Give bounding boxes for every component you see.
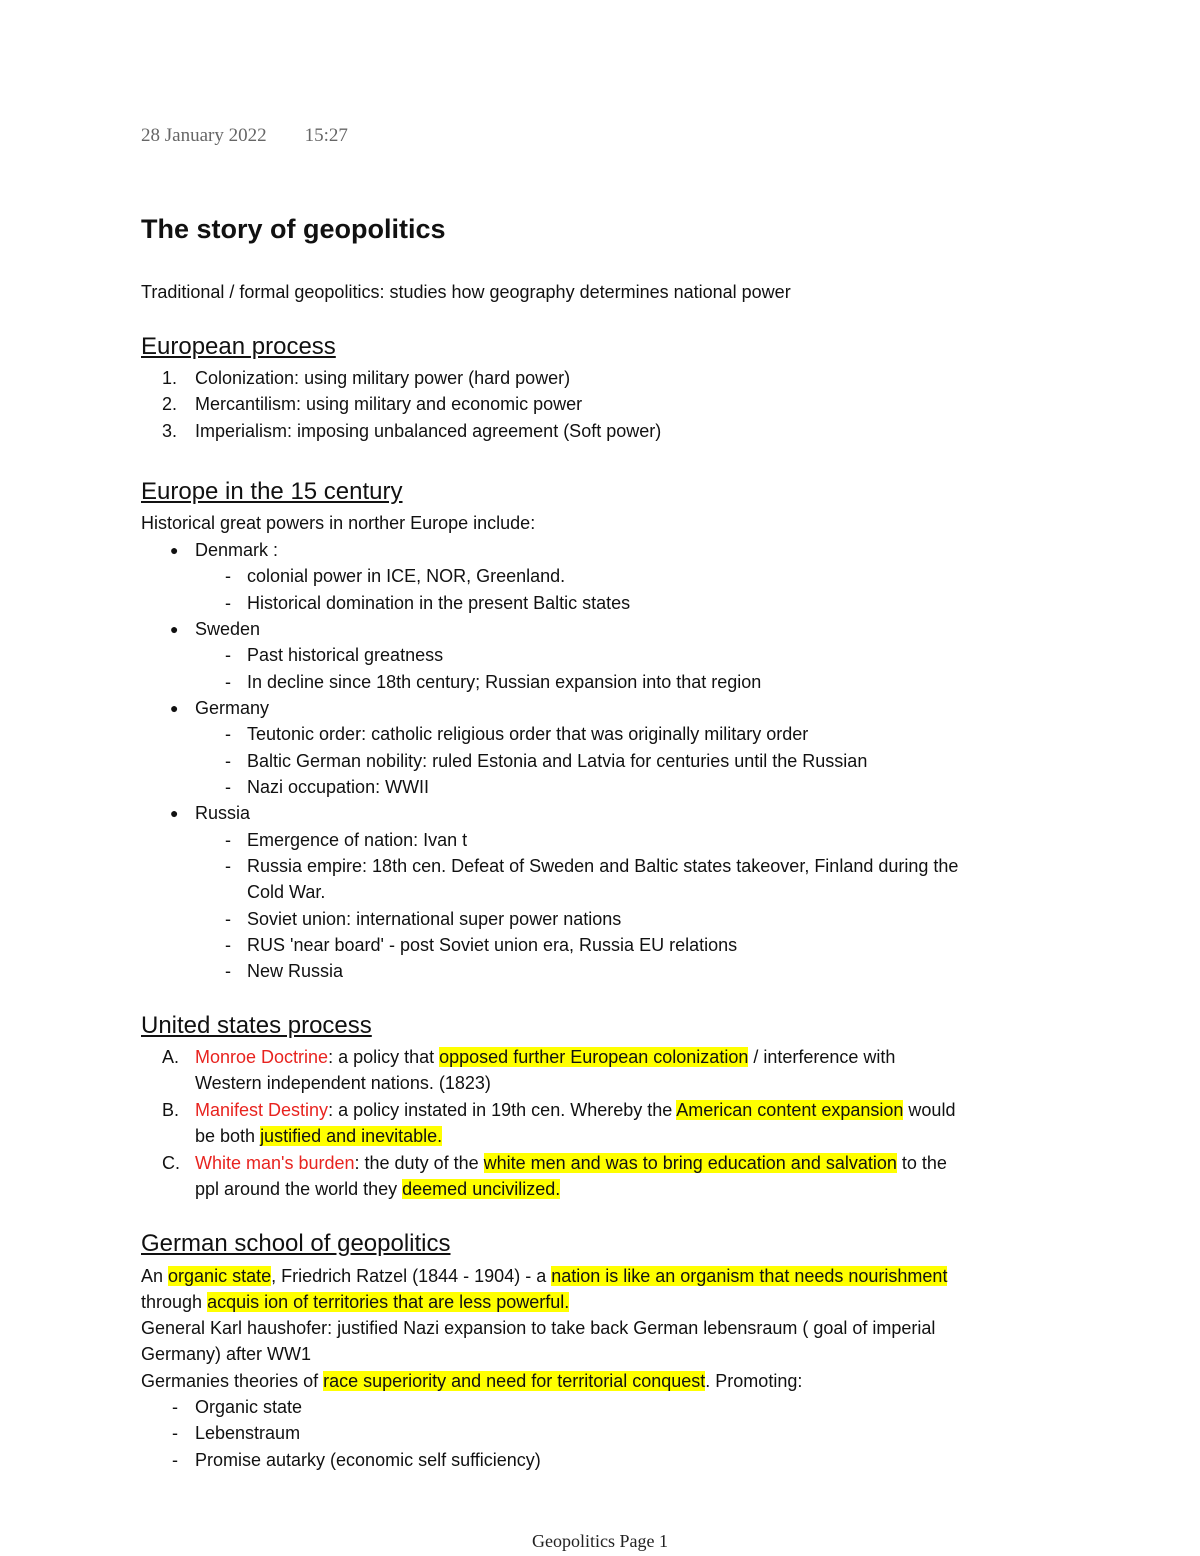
list-item-continuation: Cold War. <box>247 882 326 902</box>
dash-icon: - <box>225 777 231 797</box>
term-white-mans-burden: White man's burden <box>195 1153 355 1173</box>
dash-icon: - <box>225 751 231 771</box>
term-monroe-doctrine: Monroe Doctrine <box>195 1047 329 1067</box>
paragraph-line: General Karl haushofer: justified Nazi expansion to take back German lebensraum ( goal of imperial <box>141 1318 936 1338</box>
dash-icon: - <box>225 856 231 876</box>
dash-icon: - <box>225 909 231 929</box>
list-item: Teutonic order: catholic religious order that was originally military order <box>247 724 809 744</box>
intro-text: Traditional / formal geopolitics: studies how geography determines national power <box>141 282 791 302</box>
list-item-continuation: Western independent nations. (1823) <box>195 1073 491 1093</box>
heading-european-process: European process <box>141 333 336 360</box>
list-item: New Russia <box>247 961 344 981</box>
page-footer: Geopolitics Page 1 <box>532 1531 668 1551</box>
list-item: Emergence of nation: Ivan t <box>247 830 468 850</box>
list-item-manifest <box>195 1097 955 1123</box>
highlight: opposed further European colonization <box>439 1047 749 1067</box>
list-item: Imperialism: imposing unbalanced agreement (Soft power) <box>195 421 662 441</box>
text-run: ppl around the world they <box>195 1179 403 1199</box>
list-item: Baltic German nobility: ruled Estonia and Latvia for centuries until the Russian <box>247 751 868 771</box>
dash-icon: - <box>225 830 231 850</box>
list-item-continuation <box>195 1123 442 1149</box>
list-item: RUS 'near board' - post Soviet union era, Russia EU relations <box>247 935 738 955</box>
list-item: Past historical greatness <box>247 645 444 665</box>
term-manifest-destiny: Manifest Destiny <box>195 1100 329 1120</box>
list-item-russia: Russia <box>195 803 251 823</box>
list-item: Organic state <box>195 1397 303 1417</box>
note-timestamp <box>141 125 348 147</box>
bullet-icon: ● <box>170 700 179 716</box>
list-letter: B. <box>162 1100 180 1120</box>
list-item: Soviet union: international super power nations <box>247 909 622 929</box>
list-number: 2. <box>162 394 178 414</box>
text-run: : a policy that <box>328 1047 440 1067</box>
page-title: The story of geopolitics <box>141 214 446 244</box>
list-item-monroe <box>195 1044 895 1070</box>
list-item-sweden: Sweden <box>195 619 261 639</box>
list-item: colonial power in ICE, NOR, Greenland. <box>247 566 566 586</box>
list-item: Nazi occupation: WWII <box>247 777 430 797</box>
list-item: Historical domination in the present Baltic states <box>247 593 631 613</box>
list-letter: C. <box>162 1153 180 1173</box>
text-run: : the duty of the <box>354 1153 484 1173</box>
heading-united-states-process: United states process <box>141 1012 372 1039</box>
dash-icon: - <box>225 961 231 981</box>
text-run: . Promoting: <box>705 1371 803 1391</box>
text-run: : a policy instated in 19th cen. Whereby the <box>328 1100 677 1120</box>
highlight: nation is like an organism that needs nourishment <box>551 1266 948 1286</box>
paragraph-line <box>141 1289 569 1315</box>
highlight: white men and was to bring education and salvation <box>483 1153 897 1173</box>
list-item: Mercantilism: using military and economic power <box>195 394 583 414</box>
list-item: Lebenstraum <box>195 1423 301 1443</box>
bullet-icon: ● <box>170 542 179 558</box>
dash-icon: - <box>172 1423 178 1443</box>
note-time: 15:27 <box>304 125 348 146</box>
list-item: Colonization: using military power (hard power) <box>195 368 571 388</box>
text-run: / interference with <box>748 1047 896 1067</box>
heading-europe-15-century: Europe in the 15 century <box>141 478 403 505</box>
text-run: Germanies theories of <box>141 1371 324 1391</box>
text-run: An <box>141 1266 169 1286</box>
dash-icon: - <box>225 935 231 955</box>
text-run: through <box>141 1292 208 1312</box>
highlight: deemed uncivilized. <box>402 1179 561 1199</box>
list-item-continuation <box>195 1176 560 1202</box>
highlight: organic state <box>168 1266 272 1286</box>
list-number: 3. <box>162 421 178 441</box>
paragraph-line <box>141 1263 947 1289</box>
paragraph-line <box>141 1368 802 1394</box>
list-item: Promise autarky (economic self sufficiency) <box>195 1450 541 1470</box>
dash-icon: - <box>225 672 231 692</box>
list-number: 1. <box>162 368 178 388</box>
list-item-germany: Germany <box>195 698 270 718</box>
paragraph-line: Germany) after WW1 <box>141 1344 312 1364</box>
note-date: 28 January 2022 <box>141 125 267 146</box>
dash-icon: - <box>225 724 231 744</box>
list-item: Russia empire: 18th cen. Defeat of Sweden and Baltic states takeover, Finland during the <box>247 856 959 876</box>
dash-icon: - <box>225 566 231 586</box>
list-item-white-mans-burden <box>195 1150 947 1176</box>
highlight: acquis ion of territories that are less powerful. <box>207 1292 570 1312</box>
dash-icon: - <box>172 1450 178 1470</box>
dash-icon: - <box>172 1397 178 1417</box>
list-item: In decline since 18th century; Russian expansion into that region <box>247 672 762 692</box>
list-letter: A. <box>162 1047 180 1067</box>
text-run: would <box>903 1100 956 1120</box>
dash-icon: - <box>225 645 231 665</box>
text-run: to the <box>896 1153 947 1173</box>
text-run: , Friedrich Ratzel (1844 - 1904) - a <box>271 1266 552 1286</box>
highlight: justified and inevitable. <box>260 1126 443 1146</box>
highlight: race superiority and need for territorial conquest <box>323 1371 706 1391</box>
section-intro: Historical great powers in norther Europe include: <box>141 513 536 533</box>
highlight: American content expansion <box>676 1100 904 1120</box>
heading-german-school: German school of geopolitics <box>141 1230 451 1257</box>
text-run: be both <box>195 1126 261 1146</box>
list-item-denmark: Denmark : <box>195 540 279 560</box>
dash-icon: - <box>225 593 231 613</box>
bullet-icon: ● <box>170 621 179 637</box>
bullet-icon: ● <box>170 805 179 821</box>
